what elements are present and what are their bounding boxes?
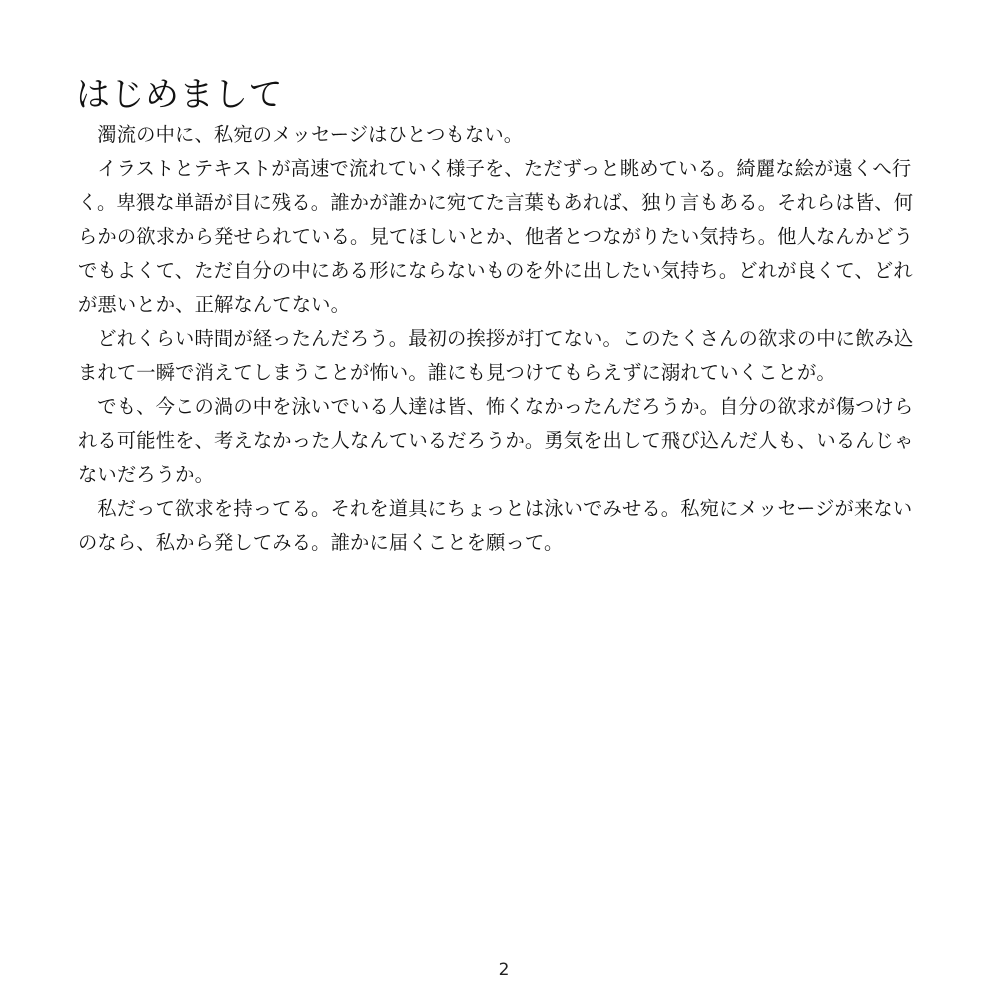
page-number: 2 — [498, 960, 510, 980]
paragraph-1: 濁流の中に、私宛のメッセージはひとつもない。 — [97, 123, 524, 146]
paragraph-3: どれくらい時間が経ったんだろう。最初の挨拶が打てない。このたくさんの欲求の中に飲み込まれて一瞬で消えてしまうことが怖い。誰にも見つけてもらえずに溺れていくことが。 — [78, 327, 914, 384]
paragraph-5: 私だって欲求を持ってる。それを道具にちょっとは泳いでみせる。私宛にメッセージが来ないのなら、私から発してみる。誰かに届くことを願って。 — [78, 497, 913, 554]
paragraph-4: でも、今この渦の中を泳いでいる人達は皆、怖くなかったんだろうか。自分の欲求が傷つけられる可能性を、考えなかった人なんているだろうか。勇気を出して飛び込んだ人も、いるんじゃないだろうか。 — [78, 395, 914, 486]
paragraph-2: イラストとテキストが高速で流れていく様子を、ただずっと眺めている。綺麗な絵が遠くへ行く。卑猥な単語が目に残る。誰かが誰かに宛てた言葉もあれば、独り言もある。それらは皆、何らかの欲求から発せられている。見てほしいとか、他者とつながりたい気持ち。他人なんかどうでもよくて、ただ自分の中にある形にならないものを外に出したい気持ち。どれが良くて、どれが悪いとか、正解なんてない。 — [78, 157, 914, 316]
page-title: はじめまして — [76, 75, 283, 115]
body-text — [78, 118, 918, 560]
